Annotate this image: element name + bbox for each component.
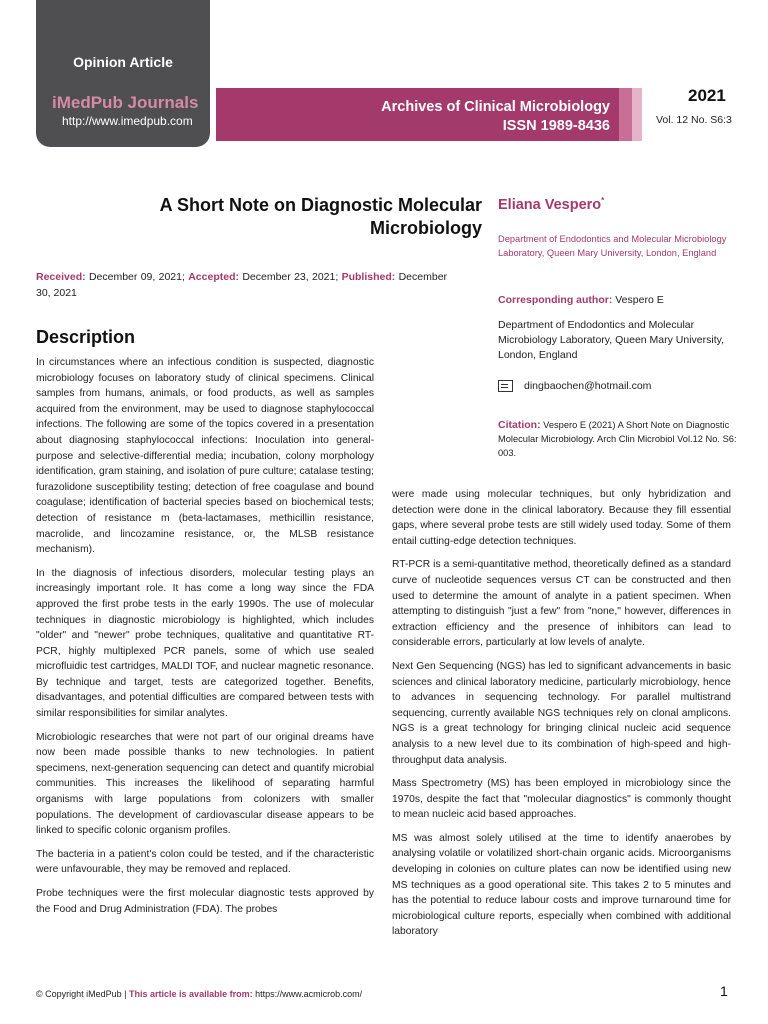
journal-issn: ISSN 1989-8436	[502, 118, 610, 134]
citation-label: Citation:	[498, 419, 541, 431]
paragraph: Next Gen Sequencing (NGS) has led to significant advancements in basic sciences and clinical laboratory medicine, particularly microbiology, hence to advances in sequencing technology. For parallel multistrand sequencing, currently available NGS techniques rely on clonal amplicons. NGS is a great technology for bringing clinical nucleic acid sequence analysis to a new level due to its combination of high-speed and high-throughput data analysis.	[392, 660, 731, 766]
paragraph: Probe techniques were the first molecular diagnostic tests approved by the Food and Drug Administration (FDA). The probes	[36, 888, 374, 915]
band-stripe	[632, 88, 642, 141]
article-dates	[36, 269, 447, 301]
published-date: December 30, 2021	[36, 271, 448, 299]
citation-text: Vespero E (2021) A Short Note on Diagnostic Molecular Microbiology. Arch Clin Microbiol Vol.12 No. S6: 003.	[498, 420, 737, 458]
accepted-label: Accepted:	[188, 271, 239, 283]
corresponding-name: Vespero E	[615, 294, 664, 306]
footer	[36, 989, 362, 999]
article-type: Opinion Article	[73, 54, 173, 70]
paragraph: The bacteria in a patient's colon could be tested, and if the characteristic were unfavourable, they may be removed and replaced.	[36, 848, 374, 876]
publisher-tab	[36, 0, 210, 147]
received-date: December 09, 2021;	[88, 271, 185, 283]
email-link[interactable]: dingbaochen@hotmail.com	[524, 380, 652, 392]
paragraph: MS was almost solely utilised at the time to identify anaerobes by analysing volatile or volatilized short-chain organic acids. Microorganisms developing in colonies on culture plates can now be identified using new MS techniques as a good operational site. This takes 2 to 5 minutes and has the potential to reduce labour costs and improve turnaround time for microbiological culture reports, especially when combined with additional laboratory	[392, 832, 731, 938]
band-stripe	[619, 88, 632, 141]
journal-name: Archives of Clinical Microbiology	[381, 99, 610, 115]
paragraph: were made using molecular techniques, but only hybridization and detection were done in the clinical laboratory. Because they fill essential gaps, where several probe tests are still widely used today. Some of them entail cutting-edge detection techniques.	[392, 489, 731, 547]
author-marker: *	[601, 196, 605, 205]
article-title: A Short Note on Diagnostic Molecular Microbiology	[159, 195, 482, 238]
page-number: 1	[720, 983, 728, 999]
email-icon	[498, 380, 513, 392]
issue-volume: Vol. 12 No. S6:3	[656, 114, 732, 126]
publisher-url[interactable]: http://www.imedpub.com	[62, 114, 193, 128]
paragraph: Microbiologic researches that were not part of our original dreams have now been made possible thanks to new technologies. In patient specimens, next-generation sequencing can detect and quantify microbial communities. This increases the likelihood of separating harmful organisms with large populations from colonizers with smaller populations. The development of cardiovascular disease appears to be linked to specific colonic organism profiles.	[36, 731, 374, 837]
paragraph: In the diagnosis of infectious disorders, molecular testing plays an increasingly important role. It has come a long way since the FDA approved the first probe tests in the early 1990s. The use of molecular techniques in diagnostic microbiology is highlighted, which includes "older" and "newer" probe techniques, qualitative and quantitative RT-PCR, highly multiplexed PCR panels, some of which use sealed microfluidic test cartridges, MALDI TOF, and nuclear magnetic resonance. By technique and target, tests are categorized together. Benefits, disadvantages, and potential difficulties are compared between tests with similar responsibilities for similar analytes.	[36, 567, 374, 720]
corresponding-label: Corresponding author:	[498, 294, 613, 306]
paragraph: RT-PCR is a semi-quantitative method, theoretically defined as a standard curve of nucleotide sequences versus CT can be constructed and then used to determine the amount of analyte in a patient specimen. When attempting to distinguish "just a few" from "none," however, differences in extraction efficiency and the presence of inhibitors can lead to considerable errors, particularly at low levels of analyte.	[392, 559, 731, 649]
copyright: © Copyright iMedPub |	[36, 989, 127, 999]
body-left-column	[36, 355, 374, 925]
author-name	[498, 196, 738, 213]
published-label: Published:	[341, 271, 396, 283]
accepted-date: December 23, 2021;	[242, 271, 339, 283]
body-right-column	[392, 487, 731, 948]
section-heading: Description	[36, 327, 136, 347]
paragraph: In circumstances where an infectious condition is suspected, diagnostic microbiology focuses on laboratory study of clinical specimens. Clinical samples from humans, animals, or food products, as well as samples acquired from the environment, may be used to diagnose staphylococcal infections. The following are some of the topics covered in a presentation about diagnosing staphylococcal infections: Inoculation into general-purpose and selective-differential media; incubation, colony morphology identification, gram staining, and isolation of pure culture; catalase testing; furazolidone susceptibility testing; detection of free coagulase and bound coagulase; identification of bacterial species based on biochemical tests; detection of resistance m (beta-lactamases, methicillin resistance, macrolide, and lincozamine resistance, or, the MLSB resistance mechanism).	[36, 357, 374, 556]
available-label: This article is available from:	[129, 989, 253, 999]
publisher-name: iMedPub Journals	[52, 93, 199, 112]
paragraph: Mass Spectrometry (MS) has been employed in microbiology since the 1970s, despite the fact that "molecular diagnostics" is commonly thought to mean nucleic acid based approaches.	[392, 778, 731, 821]
journal-band	[216, 88, 619, 141]
footer-url[interactable]: https://www.acmicrob.com/	[255, 989, 363, 999]
issue-year: 2021	[688, 86, 726, 105]
corresponding-author	[498, 294, 738, 306]
author-name-text: Eliana Vespero	[498, 196, 602, 213]
received-label: Received:	[36, 271, 86, 283]
corresponding-affiliation: Department of Endodontics and Molecular Microbiology Laboratory, Queen Mary University, London, England	[498, 319, 725, 361]
citation	[498, 418, 738, 460]
author-affiliation: Department of Endodontics and Molecular Microbiology Laboratory, Queen Mary University, London, England	[498, 234, 727, 258]
